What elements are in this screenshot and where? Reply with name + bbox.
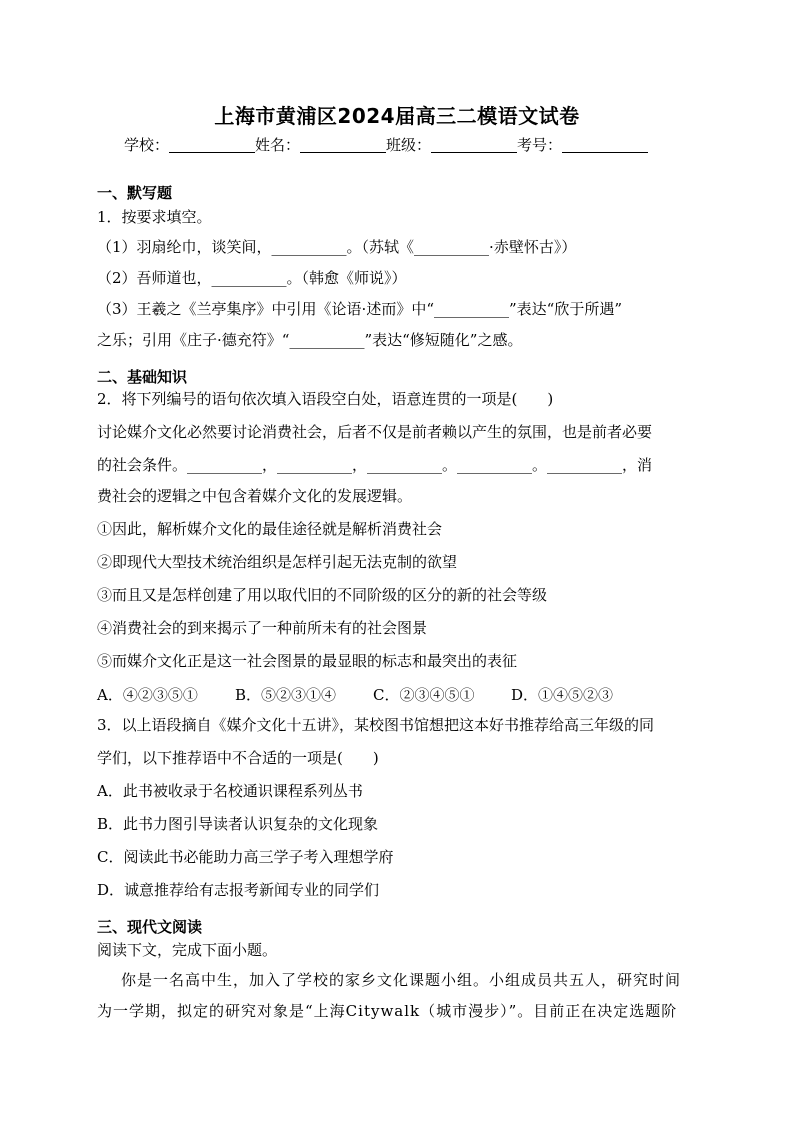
question-3-option-b[interactable]: B．此书力图引导读者认识复杂的文化现象 — [97, 815, 379, 833]
option-a[interactable]: A．④②③⑤① — [97, 686, 198, 704]
question-1-part-1: （1）羽扇纶巾，谈笑间，__________。（苏轼《__________·赤壁怀古》） — [97, 238, 577, 256]
page-title: 上海市黄浦区2024届高三二模语文试卷 — [214, 104, 580, 128]
question-3-line-1: 3．以上语段摘自《媒介文化十五讲》，某校图书馆想把这本好书推荐给高三年级的同 — [97, 716, 655, 734]
option-c[interactable]: C．②③④⑤① — [373, 686, 475, 704]
option-d[interactable]: D．①④⑤②③ — [511, 686, 614, 704]
school-label: 学校： — [124, 136, 170, 154]
question-2-options — [97, 684, 613, 705]
question-3-option-a[interactable]: A．此书被收录于名校通识课程系列丛书 — [97, 782, 363, 800]
question-3-line-2: 学们，以下推荐语中不合适的一项是( ) — [97, 749, 379, 767]
sentence-3: ③而且又是怎样创建了用以取代旧的不同阶级的区分的新的社会等级 — [97, 586, 548, 604]
section-heading-1: 一、默写题 — [97, 184, 173, 202]
exam-no-field[interactable] — [562, 136, 648, 153]
question-1-part-3-line-2: 之乐；引用《庄子·德充符》“__________”表达“修短随化”之感。 — [97, 331, 523, 349]
reading-intro: 阅读下文，完成下面小题。 — [97, 941, 278, 959]
student-info-row — [124, 134, 648, 155]
class-label: 班级： — [386, 136, 432, 154]
option-b[interactable]: B．⑤②③①④ — [235, 686, 337, 704]
question-3-option-c[interactable]: C．阅读此书必能助力高三学子考入理想学府 — [97, 848, 394, 866]
passage-line-2: 的社会条件。__________，__________，__________。__________。__________，消 — [97, 456, 653, 474]
sentence-4: ④消费社会的到来揭示了一种前所未有的社会图景 — [97, 619, 428, 637]
passage-line-3: 费社会的逻辑之中包含着媒介文化的发展逻辑。 — [97, 487, 413, 505]
name-field[interactable] — [300, 136, 386, 153]
question-3-option-d[interactable]: D．诚意推荐给有志报考新闻专业的同学们 — [97, 881, 380, 899]
question-1-part-2: （2）吾师道也，__________。（韩愈《师说》） — [97, 269, 407, 287]
question-2: 2．将下列编号的语句依次填入语段空白处，语意连贯的一项是( ) — [97, 390, 554, 408]
class-field[interactable] — [431, 136, 517, 153]
sentence-2: ②即现代大型技术统治组织是怎样引起无法克制的欲望 — [97, 553, 458, 571]
sentence-1: ①因此，解析媒介文化的最佳途径就是解析消费社会 — [97, 520, 443, 538]
reading-paragraph-line-2: 为一学期，拟定的研究对象是“上海Citywalk（城市漫步）”。目前正在决定选题阶 — [97, 1002, 678, 1020]
section-heading-3: 三、现代文阅读 — [97, 918, 203, 936]
question-1-part-3-line-1: （3）王羲之《兰亭集序》中引用《论语·述而》中“__________”表达“欣于所遇” — [97, 300, 622, 318]
exam-no-label: 考号： — [517, 136, 563, 154]
sentence-5: ⑤而媒介文化正是这一社会图景的最显眼的标志和最突出的表征 — [97, 652, 518, 670]
reading-paragraph-line-1: 你是一名高中生，加入了学校的家乡文化课题小组。小组成员共五人，研究时间 — [121, 971, 682, 989]
question-1: 1．按要求填空。 — [97, 208, 212, 226]
school-field[interactable] — [169, 136, 255, 153]
section-heading-2: 二、基础知识 — [97, 368, 188, 386]
passage-line-1: 讨论媒介文化必然要讨论消费社会，后者不仅是前者赖以产生的氛围，也是前者必要 — [97, 423, 653, 441]
name-label: 姓名： — [255, 136, 301, 154]
